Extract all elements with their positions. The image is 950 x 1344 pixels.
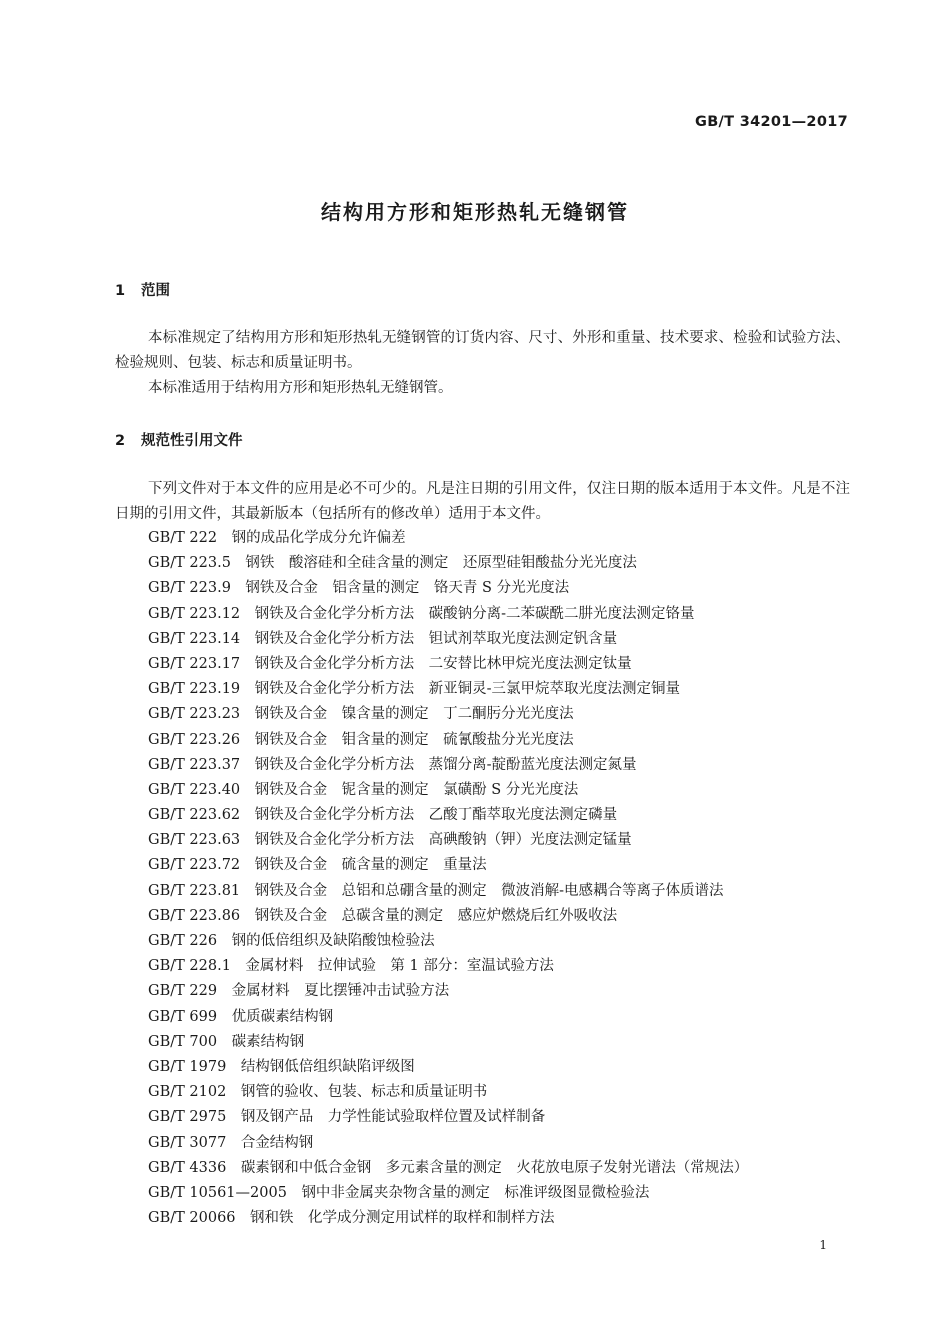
reference-title: 金属材料 夏比摆锤冲击试验方法 <box>231 983 450 1000</box>
reference-code: GB/T 223.63 <box>148 832 241 849</box>
reference-title: 钢管的验收、包装、标志和质量证明书 <box>240 1084 488 1101</box>
reference-title: 碳素钢和中低合金钢 多元素含量的测定 火花放电原子发射光谱法（常规法） <box>240 1159 749 1176</box>
reference-code: GB/T 2975 <box>148 1109 227 1126</box>
reference-title: 钢铁及合金 铌含量的测定 氯磺酚 S 分光光度法 <box>254 781 579 798</box>
reference-item <box>148 1080 748 1105</box>
references-intro-paragraph: 下列文件对于本文件的应用是必不可少的。凡是注日期的引用文件，仅注日期的版本适用于本文件。凡是不注日期的引用文件，其最新版本（包括所有的修改单）适用于本文件。 <box>115 481 850 522</box>
reference-title: 钢及钢产品 力学性能试验取样位置及试样制备 <box>240 1109 546 1126</box>
reference-code: GB/T 222 <box>148 530 218 546</box>
reference-title: 钢铁及合金化学分析方法 二安替比林甲烷光度法测定钛量 <box>254 655 632 672</box>
reference-item <box>148 778 748 803</box>
reference-code: GB/T 700 <box>148 1033 218 1050</box>
reference-code: GB/T 223.40 <box>148 781 241 798</box>
standard-code: GB/T 34201—2017 <box>695 114 848 130</box>
reference-title: 钢铁及合金化学分析方法 新亚铜灵-三氯甲烷萃取光度法测定铜量 <box>254 681 681 698</box>
reference-code: GB/T 226 <box>148 933 218 949</box>
reference-title: 钢铁及合金 铝含量的测定 铬天青 S 分光光度法 <box>245 580 570 597</box>
reference-code: GB/T 228.1 <box>148 958 231 975</box>
page-number: 1 <box>819 1238 827 1252</box>
reference-title: 结构钢低倍组织缺陷评级图 <box>240 1058 415 1075</box>
reference-title: 钢铁及合金化学分析方法 碳酸钠分离-二苯碳酰二肼光度法测定铬量 <box>254 605 695 622</box>
reference-item <box>148 728 748 753</box>
reference-item <box>148 1030 748 1055</box>
reference-code: GB/T 223.12 <box>148 605 241 622</box>
scope-paragraph-1: 本标准规定了结构用方形和矩形热轧无缝钢管的订货内容、尺寸、外形和重量、技术要求、检验和试验方法、检验规则、包装、标志和质量证明书。 <box>115 330 850 371</box>
document-title: 结构用方形和矩形热轧无缝钢管 <box>321 200 629 224</box>
section-title: 范围 <box>141 283 170 299</box>
reference-title: 钢铁及合金 总碳含量的测定 感应炉燃烧后红外吸收法 <box>254 907 618 924</box>
reference-item <box>148 803 748 828</box>
reference-item <box>148 1206 748 1231</box>
reference-item <box>148 1005 748 1030</box>
reference-item <box>148 1181 748 1206</box>
reference-item <box>148 828 748 853</box>
reference-title: 钢铁及合金化学分析方法 乙酸丁酯萃取光度法测定磷量 <box>254 807 618 824</box>
reference-item <box>148 551 748 576</box>
reference-title: 钢铁及合金化学分析方法 钽试剂萃取光度法测定钒含量 <box>254 630 618 647</box>
reference-item <box>148 1131 748 1156</box>
reference-code: GB/T 223.5 <box>148 555 231 572</box>
reference-list <box>148 526 748 1231</box>
reference-code: GB/T 223.62 <box>148 807 241 824</box>
reference-title: 钢的成品化学成分允许偏差 <box>231 530 406 546</box>
section-number: 1 <box>115 283 126 299</box>
reference-item <box>148 627 748 652</box>
reference-code: GB/T 1979 <box>148 1058 227 1075</box>
reference-title: 合金结构钢 <box>240 1134 314 1151</box>
reference-code: GB/T 223.81 <box>148 882 241 899</box>
reference-item <box>148 879 748 904</box>
reference-code: GB/T 10561—2005 <box>148 1184 287 1201</box>
reference-item <box>148 929 748 954</box>
reference-item <box>148 652 748 677</box>
reference-title: 钢铁及合金 硫含量的测定 重量法 <box>254 857 487 874</box>
reference-title: 钢和铁 化学成分测定用试样的取样和制样方法 <box>250 1210 555 1227</box>
reference-code: GB/T 229 <box>148 983 218 1000</box>
reference-item <box>148 602 748 627</box>
reference-code: GB/T 4336 <box>148 1159 227 1176</box>
reference-item <box>148 576 748 601</box>
reference-title: 钢铁及合金 镍含量的测定 丁二酮肟分光光度法 <box>254 706 574 723</box>
reference-item <box>148 1105 748 1130</box>
reference-item <box>148 526 748 551</box>
reference-title: 优质碳素结构钢 <box>231 1008 334 1025</box>
section-number: 2 <box>115 433 126 449</box>
reference-item <box>148 1156 748 1181</box>
reference-code: GB/T 223.17 <box>148 655 241 672</box>
reference-code: GB/T 223.23 <box>148 706 241 723</box>
reference-item <box>148 904 748 929</box>
reference-code: GB/T 223.14 <box>148 630 241 647</box>
reference-item <box>148 753 748 778</box>
reference-title: 碳素结构钢 <box>231 1033 305 1050</box>
reference-item <box>148 853 748 878</box>
reference-code: GB/T 223.26 <box>148 731 241 748</box>
reference-title: 钢中非金属夹杂物含量的测定 标准评级图显微检验法 <box>301 1184 650 1201</box>
reference-title: 钢的低倍组织及缺陷酸蚀检验法 <box>231 933 435 949</box>
reference-code: GB/T 699 <box>148 1008 218 1025</box>
reference-code: GB/T 223.86 <box>148 907 241 924</box>
reference-code: GB/T 223.19 <box>148 681 241 698</box>
section-heading-scope <box>115 279 170 300</box>
reference-title: 金属材料 拉伸试验 第 1 部分：室温试验方法 <box>245 958 554 975</box>
reference-code: GB/T 3077 <box>148 1134 227 1151</box>
reference-title: 钢铁及合金 钼含量的测定 硫氰酸盐分光光度法 <box>254 731 574 748</box>
reference-title: 钢铁 酸溶硅和全硅含量的测定 还原型硅钼酸盐分光光度法 <box>245 555 637 572</box>
reference-item <box>148 677 748 702</box>
reference-item <box>148 979 748 1004</box>
reference-code: GB/T 20066 <box>148 1210 236 1227</box>
reference-title: 钢铁及合金化学分析方法 蒸馏分离-靛酚蓝光度法测定氮量 <box>254 756 637 773</box>
section-heading-normative-references <box>115 429 243 450</box>
section-title: 规范性引用文件 <box>141 433 243 449</box>
reference-code: GB/T 223.37 <box>148 756 241 773</box>
reference-item <box>148 954 748 979</box>
reference-code: GB/T 223.72 <box>148 857 241 874</box>
reference-code: GB/T 2102 <box>148 1084 227 1101</box>
reference-code: GB/T 223.9 <box>148 580 231 597</box>
reference-title: 钢铁及合金 总铝和总硼含量的测定 微波消解-电感耦合等离子体质谱法 <box>254 882 724 899</box>
reference-title: 钢铁及合金化学分析方法 高碘酸钠（钾）光度法测定锰量 <box>254 832 632 849</box>
reference-item <box>148 702 748 727</box>
scope-paragraph-2: 本标准适用于结构用方形和矩形热轧无缝钢管。 <box>148 380 453 396</box>
reference-item <box>148 1055 748 1080</box>
